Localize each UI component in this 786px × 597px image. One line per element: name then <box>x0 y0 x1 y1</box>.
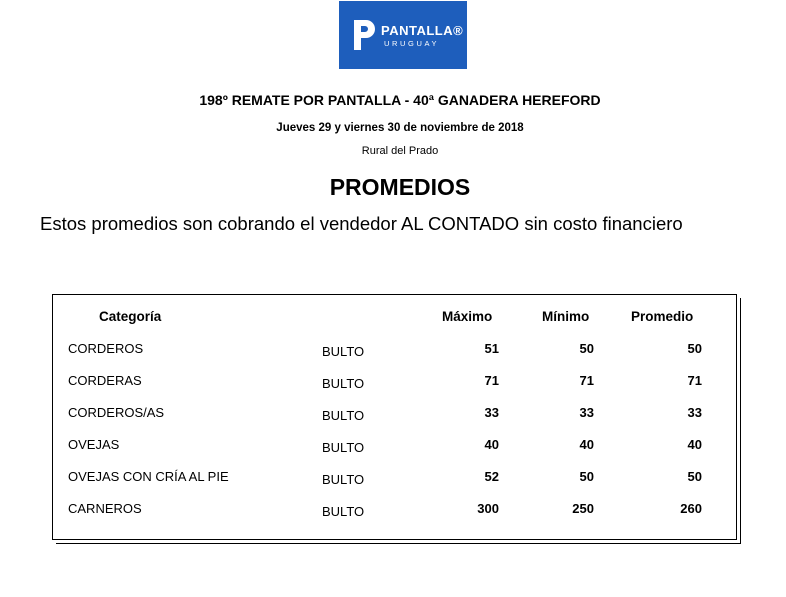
row-avg: 50 <box>687 469 702 484</box>
row-category: CORDERAS <box>68 373 142 388</box>
auction-dates: Jueves 29 y viernes 30 de noviembre de 2018 <box>276 122 524 134</box>
row-category: CORDEROS <box>68 341 144 356</box>
column-header-max: Máximo <box>442 309 493 324</box>
row-max: 71 <box>484 373 499 388</box>
logo-brand: PANTALLA® <box>381 23 464 38</box>
row-avg: 33 <box>687 405 702 420</box>
row-min: 50 <box>579 469 594 484</box>
column-header-min: Mínimo <box>542 309 590 324</box>
row-max: 51 <box>484 341 499 356</box>
pantalla-uruguay-logo <box>339 1 467 69</box>
averages-table <box>52 294 737 540</box>
row-avg: 71 <box>687 373 702 388</box>
column-header-avg: Promedio <box>631 309 694 324</box>
row-category: CORDEROS/AS <box>68 405 165 420</box>
row-avg: 260 <box>680 501 702 516</box>
row-max: 300 <box>477 501 499 516</box>
logo-subtitle: URUGUAY <box>384 39 440 48</box>
row-max: 52 <box>484 469 499 484</box>
row-unit: BULTO <box>322 504 365 519</box>
row-avg: 40 <box>687 437 702 452</box>
page-heading: PROMEDIOS <box>329 174 471 200</box>
row-unit: BULTO <box>322 344 365 359</box>
row-unit: BULTO <box>322 376 365 391</box>
auction-venue: Rural del Prado <box>361 145 439 157</box>
row-min: 33 <box>579 405 594 420</box>
pricing-note: Estos promedios son cobrando el vendedor AL CONTADO sin costo financiero <box>40 213 683 234</box>
row-unit: BULTO <box>322 472 365 487</box>
column-header-category: Categoría <box>99 309 162 324</box>
auction-title: 198º REMATE POR PANTALLA - 40ª GANADERA HEREFORD <box>199 92 601 108</box>
row-min: 50 <box>579 341 594 356</box>
row-max: 33 <box>484 405 499 420</box>
row-unit: BULTO <box>322 440 365 455</box>
row-category: OVEJAS <box>68 437 120 452</box>
row-category: CARNEROS <box>68 501 142 516</box>
row-min: 71 <box>579 373 594 388</box>
row-min: 250 <box>572 501 594 516</box>
row-min: 40 <box>579 437 594 452</box>
row-max: 40 <box>484 437 499 452</box>
row-unit: BULTO <box>322 408 365 423</box>
row-avg: 50 <box>687 341 702 356</box>
row-category: OVEJAS CON CRÍA AL PIE <box>68 469 229 484</box>
pantalla-p-icon <box>351 18 377 52</box>
